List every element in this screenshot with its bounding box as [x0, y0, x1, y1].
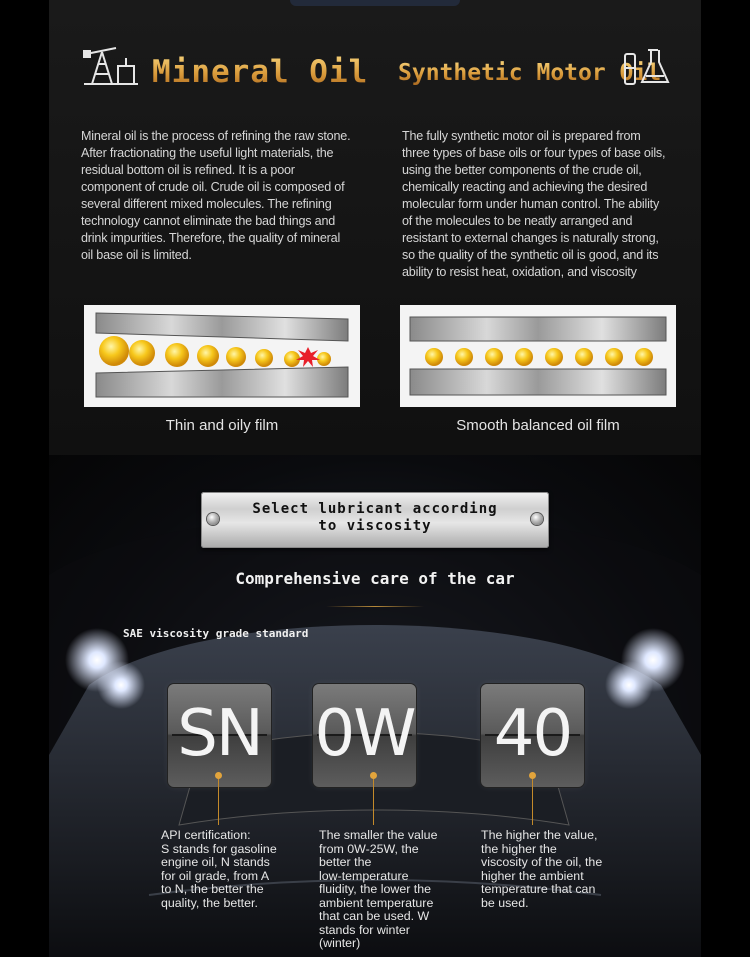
grade-description-40: The higher the value, the higher the viscosity of the oil, the higher the ambient temperature that can be used. [481, 828, 603, 910]
grade-tile-0w: 0W [313, 684, 416, 787]
top-tab [290, 0, 460, 6]
subtitle-divider [326, 606, 424, 607]
grade-description-0w: The smaller the value from 0W-25W, the better the low-temperature fluidity, the lower the ambient temperature that can be used. W stands for winter (winter) [319, 828, 438, 950]
grade-tile-40: 40 [481, 684, 584, 787]
rivet-icon [531, 513, 543, 525]
connector-line [532, 779, 533, 825]
section-subtitle: Comprehensive care of the car [235, 569, 515, 588]
sae-label: SAE viscosity grade standard [123, 627, 309, 640]
thin-film-caption: Thin and oily film [165, 417, 279, 434]
connector-dot [370, 772, 377, 779]
mineral-oil-title: Mineral Oil [152, 54, 369, 90]
banner-text: Select lubricant according to viscosity [252, 501, 498, 534]
lab-flask-icon [622, 48, 672, 86]
connector-dot [529, 772, 536, 779]
mineral-description: Mineral oil is the process of refining the raw stone. After fractionating the useful light materials, the residual bottom oil is refined. It is a poor component of crude oil. Crude oil is composed of several different mixed molecules. The refining technology cannot eliminate the bad things and drink impurities. Therefore, the quality of mineral oil base oil is limited. [81, 129, 351, 262]
oil-pump-icon [82, 44, 140, 86]
synthetic-oil-title: Synthetic Motor Oil [398, 60, 662, 86]
synthetic-description: The fully synthetic motor oil is prepared from three types of base oils or four types of base oils, using the better components of the crude oil, chemically reacting and achieving the desired molecular form under human control. The ability of the molecules to be neatly arranged and resistant to external changes is naturally strong, so the quality of the synthetic oil is good, and its ability to resist heat, oxidation, and viscosity [402, 129, 666, 279]
rivet-icon [207, 513, 219, 525]
connector-dot [215, 772, 222, 779]
thin-oil-film-illustration [84, 305, 360, 407]
connector-line [373, 779, 374, 825]
oil-droplets [99, 336, 331, 367]
smooth-film-caption: Smooth balanced oil film [456, 417, 620, 434]
grade-description-sn: API certification: S stands for gasoline engine oil, N stands for oil grade, from A to N, the better the quality, the better. [161, 828, 277, 910]
smooth-oil-film-illustration [400, 305, 676, 407]
oil-droplets [425, 348, 653, 366]
connector-line [218, 779, 219, 825]
viscosity-banner [201, 492, 549, 548]
grade-tile-sn: SN [168, 684, 271, 787]
